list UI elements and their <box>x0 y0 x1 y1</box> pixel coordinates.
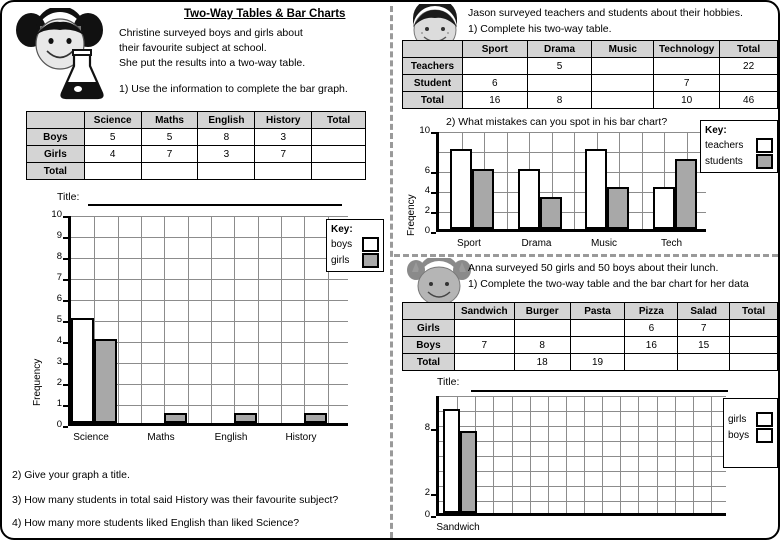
cell-total-sandwich[interactable] <box>454 354 514 371</box>
y-tick-label: 0 <box>56 419 62 430</box>
cell-total-maths[interactable] <box>141 163 198 180</box>
jason-bar-chart <box>402 125 712 249</box>
cell-total-burger[interactable]: 18 <box>514 354 570 371</box>
jason-two-way-table <box>402 40 778 109</box>
col-head-3: Pasta <box>570 303 625 320</box>
christine-two-way-table <box>26 111 366 180</box>
y-tick-mark <box>431 516 436 518</box>
christine-question-1: 1) Use the information to complete the bar graph. <box>119 83 348 95</box>
gridline-vertical <box>620 396 621 513</box>
key-label-girls: girls <box>728 414 747 425</box>
key-title: Key: <box>331 224 353 235</box>
row-label-boys: Boys <box>403 337 455 354</box>
key-item-students <box>705 154 773 169</box>
x-axis-label: History <box>285 432 317 443</box>
cell-total-english[interactable] <box>198 163 255 180</box>
cell-boys-maths[interactable]: 5 <box>141 129 198 146</box>
gridline-vertical <box>512 396 513 513</box>
gridline-vertical <box>211 216 212 423</box>
key-label-girls: girls <box>331 255 350 266</box>
cell-teachers-total[interactable]: 22 <box>720 58 778 75</box>
cell-girls-science[interactable]: 4 <box>84 146 141 163</box>
key-item-girls <box>331 253 379 268</box>
jason-question-1: 1) Complete his two-way table. <box>468 23 612 35</box>
anna-plot-area <box>436 396 726 516</box>
col-head-2: Burger <box>514 303 570 320</box>
cell-boys-salad[interactable]: 15 <box>678 337 730 354</box>
col-head-2: Maths <box>141 112 198 129</box>
gridline-vertical <box>711 396 712 513</box>
col-head-1: Science <box>84 112 141 129</box>
cell-total-total[interactable] <box>312 163 366 180</box>
bar-boys-science <box>71 318 94 423</box>
key-swatch-students <box>756 154 773 169</box>
jason-question-2: 2) What mistakes can you spot in his bar chart? <box>446 116 668 128</box>
cell-boys-history[interactable]: 3 <box>255 129 312 146</box>
col-head-4: Pizza <box>625 303 678 320</box>
cell-student-total[interactable] <box>720 75 778 92</box>
row-label-girls: Girls <box>403 320 455 337</box>
bar-teachers-sport <box>450 149 472 229</box>
gridline-horizontal <box>439 411 726 412</box>
gridline-horizontal <box>439 486 726 487</box>
cell-student-music[interactable] <box>592 75 654 92</box>
cell-boys-sandwich[interactable]: 7 <box>454 337 514 354</box>
bar-girls-science <box>94 339 117 423</box>
cell-total-pizza[interactable] <box>625 354 678 371</box>
cell-boys-total[interactable] <box>730 337 778 354</box>
gridline-vertical <box>675 396 676 513</box>
cell-teachers-sport[interactable] <box>462 58 527 75</box>
anna-chart-key <box>723 398 778 468</box>
anna-question-1: 1) Complete the two-way table and the bar chart for her data <box>468 278 749 290</box>
table-row <box>403 354 778 371</box>
table-row <box>403 320 778 337</box>
cell-teachers-technology[interactable] <box>654 58 720 75</box>
y-tick-label: 2 <box>424 205 430 216</box>
gridline-horizontal <box>439 426 726 427</box>
gridline-vertical <box>548 396 549 513</box>
key-item-girls <box>728 412 773 427</box>
gridline-vertical <box>602 396 603 513</box>
gridline-horizontal <box>439 501 726 502</box>
cell-student-technology[interactable]: 7 <box>654 75 720 92</box>
cell-boys-pasta[interactable] <box>570 337 625 354</box>
col-head-5: Salad <box>678 303 730 320</box>
col-head-0 <box>403 41 463 58</box>
col-head-3: English <box>198 112 255 129</box>
key-label-boys: boys <box>728 430 750 441</box>
y-tick-label: 6 <box>424 165 430 176</box>
christine-plot-area <box>68 216 348 426</box>
y-tick-label: 8 <box>56 251 62 262</box>
cell-girls-total[interactable] <box>730 320 778 337</box>
cell-girls-english[interactable]: 3 <box>198 146 255 163</box>
bar-girls-english <box>234 413 257 424</box>
x-axis-label: Science <box>73 432 109 443</box>
table-row <box>403 75 778 92</box>
y-tick-label: 2 <box>424 487 430 499</box>
cell-boys-science[interactable]: 5 <box>84 129 141 146</box>
x-axis-label: Sport <box>457 238 481 249</box>
christine-y-axis-title: Frequency <box>32 358 43 406</box>
col-head-0 <box>403 303 455 320</box>
gridline-vertical <box>574 132 575 229</box>
christine-question-3: 3) How many students in total said History was their favourite subject? <box>12 494 339 506</box>
bar-girls-maths <box>164 413 187 424</box>
table-row <box>27 163 366 180</box>
gridline-vertical <box>584 396 585 513</box>
gridline-vertical <box>118 216 119 423</box>
cell-girls-burger[interactable] <box>514 320 570 337</box>
cell-girls-sandwich[interactable] <box>454 320 514 337</box>
gridline-horizontal <box>439 456 726 457</box>
cell-total-music[interactable] <box>592 92 654 109</box>
cell-boys-english[interactable]: 8 <box>198 129 255 146</box>
table-row <box>403 58 778 75</box>
y-tick-mark <box>431 232 436 234</box>
col-head-1: Sport <box>462 41 527 58</box>
cell-total-drama[interactable]: 8 <box>527 92 592 109</box>
cell-total-total[interactable] <box>730 354 778 371</box>
col-head-2: Drama <box>527 41 592 58</box>
bar-students-tech <box>675 159 697 229</box>
key-item-boys <box>331 237 379 252</box>
y-tick-label: 1 <box>56 398 62 409</box>
key-label-teachers: teachers <box>705 140 744 151</box>
gridline-vertical <box>141 216 142 423</box>
gridline-vertical <box>493 396 494 513</box>
bar-teachers-music <box>585 149 607 229</box>
cell-girls-salad[interactable]: 7 <box>678 320 730 337</box>
cell-student-drama[interactable] <box>527 75 592 92</box>
col-head-0 <box>27 112 85 129</box>
gridline-horizontal <box>439 396 726 397</box>
gridline-horizontal <box>71 279 348 280</box>
cell-girls-pasta[interactable] <box>570 320 625 337</box>
row-label-teachers: Teachers <box>403 58 463 75</box>
gridline-vertical <box>281 216 282 423</box>
gridline-vertical <box>507 132 508 229</box>
christine-intro-line1: Christine surveyed boys and girls about <box>119 27 303 39</box>
cell-total-science[interactable] <box>84 163 141 180</box>
key-swatch-girls <box>362 253 379 268</box>
row-label-boys: Boys <box>27 129 85 146</box>
vertical-divider <box>390 6 393 538</box>
gridline-vertical <box>566 396 567 513</box>
y-tick-label: 5 <box>56 314 62 325</box>
key-label-students: students <box>705 156 743 167</box>
cell-girls-total[interactable] <box>312 146 366 163</box>
col-head-6: Total <box>730 303 778 320</box>
christine-intro-line2: their favourite subject at school. <box>119 42 267 54</box>
anna-chart-title-label: Title: <box>437 376 460 388</box>
row-label-total: Total <box>403 92 463 109</box>
cell-girls-maths[interactable]: 7 <box>141 146 198 163</box>
cell-student-sport[interactable]: 6 <box>462 75 527 92</box>
y-tick-label: 6 <box>56 293 62 304</box>
y-tick-label: 9 <box>56 230 62 241</box>
gridline-vertical <box>638 396 639 513</box>
key-title: Key: <box>705 125 727 136</box>
gridline-horizontal <box>71 321 348 322</box>
christine-bar-chart <box>26 210 376 455</box>
key-swatch-boys <box>362 237 379 252</box>
table-row <box>403 337 778 354</box>
anna-chart-title-blank[interactable] <box>471 390 728 392</box>
y-tick-label: 0 <box>424 509 430 520</box>
christine-chart-title-label: Title: <box>57 191 80 203</box>
x-axis-label: Sandwich <box>436 522 480 533</box>
cell-total-technology[interactable]: 10 <box>654 92 720 109</box>
jason-intro-line1: Jason surveyed teachers and students about their hobbies. <box>468 7 743 19</box>
gridline-horizontal <box>71 216 348 217</box>
cell-boys-pizza[interactable]: 16 <box>625 337 678 354</box>
girl-with-flask-clipart <box>14 8 119 113</box>
christine-intro-line3: She put the results into a two-way table. <box>119 57 306 69</box>
cell-total-salad[interactable] <box>678 354 730 371</box>
gridline-horizontal <box>439 441 726 442</box>
table-header-row <box>403 303 778 320</box>
key-item-boys <box>728 428 773 443</box>
bar-students-music <box>607 187 629 229</box>
x-axis-label: Tech <box>660 238 683 249</box>
anna-two-way-table <box>402 302 778 371</box>
christine-question-2: 2) Give your graph a title. <box>12 469 130 481</box>
row-label-student: Student <box>403 75 463 92</box>
gridline-horizontal <box>71 258 348 259</box>
gridline-vertical <box>642 132 643 229</box>
key-item-teachers <box>705 138 773 153</box>
col-head-5: Total <box>312 112 366 129</box>
gridline-horizontal <box>71 237 348 238</box>
cell-boys-burger[interactable]: 8 <box>514 337 570 354</box>
gridline-vertical <box>657 396 658 513</box>
y-tick-label: 2 <box>56 377 62 388</box>
cell-teachers-drama[interactable]: 5 <box>527 58 592 75</box>
page-title: Two-Way Tables & Bar Charts <box>184 8 346 20</box>
col-head-5: Total <box>720 41 778 58</box>
key-swatch-boys <box>756 428 773 443</box>
gridline-vertical <box>258 216 259 423</box>
x-axis-label: Music <box>590 238 618 249</box>
gridline-horizontal <box>439 152 706 153</box>
jason-chart-key <box>700 120 778 173</box>
gridline-vertical <box>304 216 305 423</box>
jason-y-axis-title: Freqency <box>406 194 417 236</box>
bar-girls-history <box>304 413 327 424</box>
key-swatch-teachers <box>756 138 773 153</box>
y-tick-label: 4 <box>56 335 62 346</box>
row-label-total: Total <box>27 163 85 180</box>
gridline-horizontal <box>439 132 706 133</box>
gridline-vertical <box>164 216 165 423</box>
y-tick-label: 0 <box>424 225 430 236</box>
cell-girls-history[interactable]: 7 <box>255 146 312 163</box>
bar-students-sport <box>472 169 494 229</box>
bar-boys-sandwich <box>460 431 477 513</box>
table-row <box>27 146 366 163</box>
y-tick-label: 10 <box>51 209 62 220</box>
gridline-horizontal <box>71 300 348 301</box>
y-tick-label: 7 <box>56 272 62 283</box>
gridline-vertical <box>234 216 235 423</box>
y-tick-label: 4 <box>424 185 430 196</box>
table-row <box>27 129 366 146</box>
x-axis-label: Maths <box>147 432 175 443</box>
row-label-girls: Girls <box>27 146 85 163</box>
row-label-total: Total <box>403 354 455 371</box>
bar-girls-sandwich <box>443 409 460 513</box>
cell-total-total[interactable]: 46 <box>720 92 778 109</box>
gridline-vertical <box>188 216 189 423</box>
table-header-row <box>403 41 778 58</box>
bar-students-drama <box>540 197 562 229</box>
x-axis-label: Drama <box>521 238 552 249</box>
y-tick-mark <box>63 426 68 428</box>
col-head-3: Music <box>592 41 654 58</box>
key-swatch-girls <box>756 412 773 427</box>
cell-teachers-music[interactable] <box>592 58 654 75</box>
table-row <box>403 92 778 109</box>
bar-teachers-tech <box>653 187 675 229</box>
cell-total-pasta[interactable]: 19 <box>570 354 625 371</box>
girl-pigtails-clipart <box>404 258 474 306</box>
col-head-4: History <box>255 112 312 129</box>
anna-bar-chart <box>404 394 724 534</box>
y-tick-label: 8 <box>424 421 430 433</box>
cell-girls-pizza[interactable]: 6 <box>625 320 678 337</box>
y-tick-label: 10 <box>419 125 430 136</box>
key-label-boys: boys <box>331 239 353 250</box>
cell-total-sport[interactable]: 16 <box>462 92 527 109</box>
y-tick-label: 3 <box>56 356 62 367</box>
horizontal-divider <box>394 254 778 257</box>
christine-chart-title-blank[interactable] <box>88 204 342 206</box>
col-head-4: Technology <box>654 41 720 58</box>
gridline-vertical <box>693 396 694 513</box>
cell-total-history[interactable] <box>255 163 312 180</box>
christine-chart-key <box>326 219 384 272</box>
jason-plot-area <box>436 132 706 232</box>
christine-question-4: 4) How many more students liked English than liked Science? <box>12 517 300 529</box>
x-axis-label: English <box>214 432 248 443</box>
gridline-horizontal <box>439 471 726 472</box>
gridline-vertical <box>530 396 531 513</box>
col-head-1: Sandwich <box>454 303 514 320</box>
table-header-row <box>27 112 366 129</box>
cell-boys-total[interactable] <box>312 129 366 146</box>
bar-teachers-drama <box>518 169 540 229</box>
anna-intro-line1: Anna surveyed 50 girls and 50 boys about their lunch. <box>468 262 719 274</box>
